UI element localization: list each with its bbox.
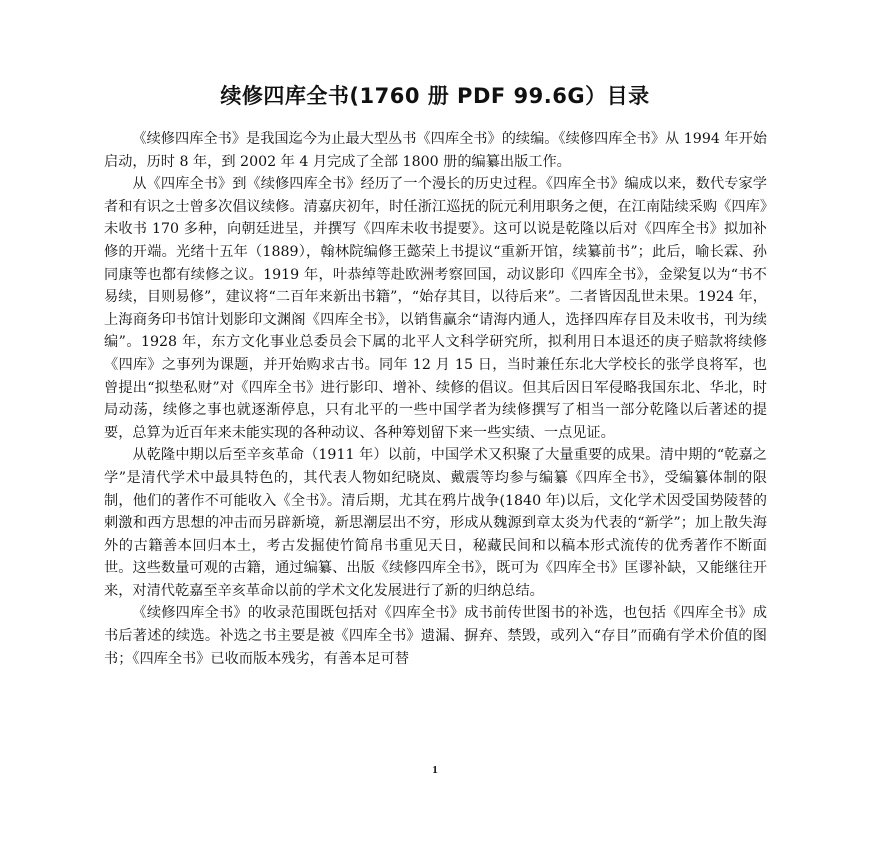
paragraph: 《续修四库全书》是我国迄今为止最大型丛书《四库全书》的续编。《续修四库全书》从 1994 年开始启动，历时 8 年，到 2002 年 4 月完成了全部 1800 册的编纂出版工作。: [104, 131, 767, 170]
paragraph: 从《四库全书》到《续修四库全书》经历了一个漫长的历史过程。《四库全书》编成以来，数代专家学者和有识之士曾多次倡议续修。清嘉庆初年，时任浙江巡抚的阮元利用职务之便，在江南陆续采购《四库》未收书 170 多种，向朝廷进呈，并撰写《四库未收书提要》。这可以说是乾隆以后对《四库全书》拟加补修的开端。光绪十五年（1889），翰林院编修王懿荣上书提议“重新开馆，续纂前书”；此后，喻长霖、孙同康等也都有续修之议。1919 年，叶恭绰等赴欧洲考察回国，动议影印《四库全书》，金梁复以为“书不易续，目则易修”，建议将“二百年来新出书籍”，“始存其目，以待后来”。二者皆因乱世未果。1924 年，上海商务印书馆计划影印文渊阁《四库全书》，以销售赢余“请海内通人，选择四库存目及未收书，刊为续编”。1928 年，东方文化事业总委员会下属的北平人文科学研究所，拟利用日本退还的庚子赔款将续修《四库》之事列为课题，并开始购求古书。同年 12 月 15 日，当时兼任东北大学校长的张学良将军，也曾提出“拟垫私财”对《四库全书》进行影印、增补、续修的倡议。但其后因日军侵略我国东北、华北，时局动荡，续修之事也就逐渐停息，只有北平的一些中国学者为续修撰写了相当一部分乾隆以后著述的提要，总算为近百年来未能实现的各种动议、各种筹划留下来一些实绩、一点见证。: [104, 176, 767, 441]
document-body: [104, 128, 767, 670]
page-number: 1: [432, 764, 438, 776]
paragraph: 《续修四库全书》的收录范围既包括对《四库全书》成书前传世图书的补选，也包括《四库全书》成书后著述的续选。补选之书主要是被《四库全书》遗漏、摒弃、禁毁，或列入“存目”而确有学术价值的图书；《四库全书》已收而版本残劣，有善本足可替: [104, 605, 767, 667]
document-title: 续修四库全书(1760 册 PDF 99.6G）目录: [220, 84, 650, 108]
paragraph: 从乾隆中期以后至辛亥革命（1911 年）以前，中国学术又积聚了大量重要的成果。清中期的“乾嘉之学”是清代学术中最具特色的，其代表人物如纪晓岚、戴震等均参与编纂《四库全书》，受编纂体制的限制，他们的著作不可能收入《全书》。清后期，尤其在鸦片战争(1840 年)以后，文化学术因受国势陵替的刺激和西方思想的冲击而另辟新境，新思潮层出不穷，形成从魏源到章太炎为代表的“新学”；加上散失海外的古籍善本回归本土，考古发掘使竹简帛书重见天日，秘藏民间和以稿本形式流传的优秀著作不断面世。这些数量可观的古籍，通过编纂、出版《续修四库全书》，既可为《四库全书》匡谬补缺，又能继往开来，对清代乾嘉至辛亥革命以前的学术文化发展进行了新的归纳总结。: [104, 447, 767, 599]
